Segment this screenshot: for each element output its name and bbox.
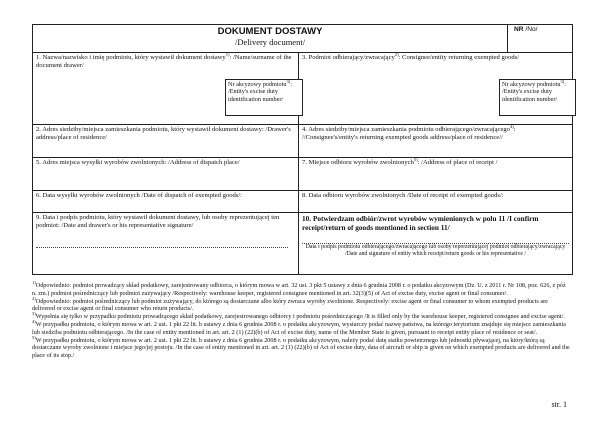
field-6-dispatch-date[interactable]: 6. Data wysyłki wyrobów zwolnionych /Date of dispatch of exempted goods/:: [33, 191, 299, 213]
form-table: [32, 24, 573, 275]
field-9-drawer-signature[interactable]: 9. Data i podpis podmiotu, który wystawił dokument dostawy, lub osoby reprezentującej ten podmiot: /Date and drawer's or his representative signature/: [33, 213, 299, 275]
signature-caption-10: Data i podpis podmiotu odbierającego/zwracającego lub osoby reprezentującej podmiot odbierający/zwracający /Date and signature of entity which receipt/return goods or his representative /: [305, 244, 566, 257]
delivery-document-form: [32, 24, 572, 275]
footnote: $^{5)}$W przypadku podmiotu, o którym mowa w art. 2 ust. 1 pkt 22 lit. b ustawy z dnia 6 grudnia 2008 r. o podatku akcyzowym, należy podać datę statku powietrznego lub jednostki pływającej, na który/którą są dostarczane wyroby zwolnione i miejsce jego/jej postoju. /In the case of entity mentioned in art. art. 2 (1) (22)(b) of Act of excise duty, data of aircraft or ship is given on which exempted products are delivered and the place of its stop./: [32, 334, 570, 359]
page-number: str. 1: [551, 400, 567, 409]
footnote: $^{2)}$Odpowiednio: podmiot pośredniczący lub podmiot zużywający, do którego są dostarczane albo który zwraca wyroby zwolnione. Respectively: excise agent or final consumer to whom exempted products are delivered or excise agent or final consumer who return products/.: [32, 295, 548, 312]
field-5-dispatch-place[interactable]: 5. Adres miejsca wysyłki wyrobów zwolnionych: /Address of dispatch place/: [33, 158, 299, 191]
footnotes: [32, 279, 570, 360]
field-3-excise-number[interactable]: Nr akcyzowy podmiotu$^{3)}$: /Entity's excise duty identification number/: [499, 79, 576, 116]
footnote: $^{1)}$Odpowiednio: podmiot prowadzący skład podatkowy, zarejestrowany odbiorca, o którym mowa w art. 32 ust. 3 pkt 5 ustawy z dnia 6 grudnia 2008 r. o podatku akcyzowym (Dz. U. z 2011 r. Nr 108, poz. 626, z póź n. zm.) podmiot pośredniczący lub podmiot zużywający /Respectively: warehouse keeper, registered consignee mentioned in art. 32(3)(5) of Act of excise duty, excise agent or final consumer/.: [32, 279, 566, 297]
document-number-field[interactable]: [508, 25, 573, 53]
field-1-drawer-name[interactable]: 1. Nazwa/nazwisko i imię podmiotu, który wystawił dokument dostawy$^{1)}$: /Name/surname of the document drawer/ Nr akcyzowy podmiotu$^{3)}$: /Entity's excise duty identification number/: [33, 53, 299, 125]
field-4-consignee-address[interactable]: 4. Adres siedziby/miejsca zamieszkania podmiotu odbierającego/zwracającego$^{4)}$: //Consignee's/entity's returning exempted goods address/place of residence//: [299, 125, 573, 158]
document-subtitle: /Delivery document/: [234, 37, 306, 47]
field-10-receipt-confirmation[interactable]: 10. Potwierdzam odbiór/zwrot wyrobów wymienionych w polu 11 /I confirm receipt/return of goods mentioned in section 11/ Data i podpis podmiotu odbierającego/zwracającego lub osoby reprezentującej podmiot odbierający/zwracający /Date and signature of entity which receipt/return goods or his representative /: [299, 213, 573, 275]
footnote: $^{4)}$W przypadku podmiotu, o którym mowa w art. 2 ust. 1 pkt 22 lit. b ustawy z dnia 6 grudnia 2008 r. o podatku akcyzowym, wystarczy podać nazwę państwa, na którego terytorium znajduje się miejsce zamieszkania lub siedziba podmiotu odbierającego. /In the case of entity mentioned in art. art. 2 (1) (22)(b) of Act of excise duty, name of the Member State is given, pursuant to receipt entity place of residence or seat/.: [32, 318, 566, 336]
document-header: [33, 25, 508, 53]
nr-label: NR: [514, 26, 524, 33]
document-title: DOKUMENT DOSTAWY: [217, 26, 323, 37]
field-2-drawer-address[interactable]: 2. Adres siedziby/miejsca zamieszkania podmiotu, który wystawił dokument dostawy: /Drawer's address/place of residence/: [33, 125, 299, 158]
nr-label-en: /No/: [523, 26, 538, 33]
footnote: $^{3)}$Wypełnia się tylko w przypadku podmiotu prowadzącego skład podatkowy, zarejestrowanego odbiorcy i podmiotu pośredniczącego /It is filled only by the warehouse keeper, registered consignee and excise agent/.: [32, 310, 565, 320]
signature-line-9: [36, 247, 288, 248]
field-3-consignee[interactable]: 3. Podmiot odbierający/zwracający$^{2)}$: Consignee/entity returning exempted goods/ Nr akcyzowy podmiotu$^{3)}$: /Entity's excise duty identification number/: [299, 53, 573, 125]
field-8-receipt-date[interactable]: 8. Data odbioru wyrobów zwolnionych /Date of receipt of exempted goods/:: [299, 191, 573, 213]
field-1-excise-number[interactable]: Nr akcyzowy podmiotu$^{3)}$: /Entity's excise duty identification number/: [225, 79, 303, 116]
field-7-receipt-place[interactable]: 7. Miejsce odbioru wyrobów zwolnionych$^{5)}$: /Address of place of receipt /: [299, 158, 573, 191]
